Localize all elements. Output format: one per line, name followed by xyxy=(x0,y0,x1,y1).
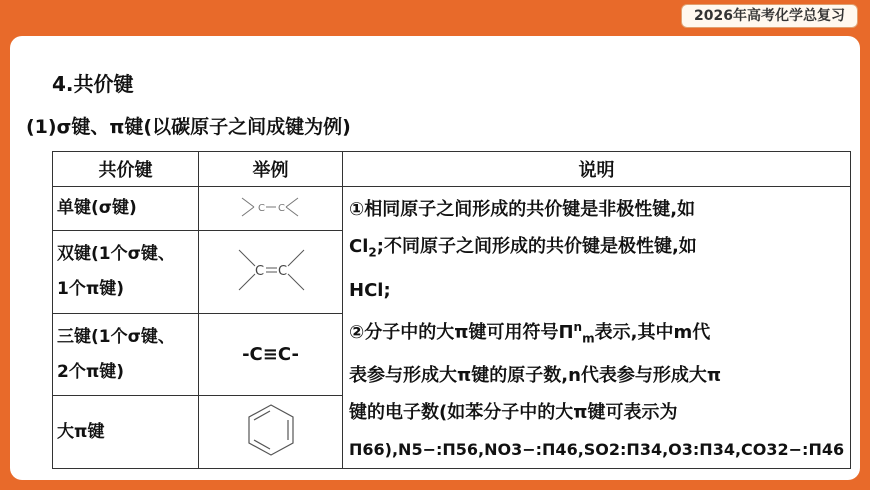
desc-line-6: 键的电子数(如苯分子中的大π键可表示为 xyxy=(349,402,678,424)
bond-name-cell xyxy=(53,187,199,231)
bond-name-line1: 大π键 xyxy=(57,421,105,442)
example-cell xyxy=(199,313,343,396)
table-header-row xyxy=(53,152,851,187)
bond-name-line2: 2个π键) xyxy=(57,361,125,382)
section-heading: 4.共价键 xyxy=(52,72,134,96)
svg-text:C: C xyxy=(277,263,287,279)
desc-line-3: HCl; xyxy=(349,279,391,301)
double-bond-diagram xyxy=(231,240,311,300)
table-row xyxy=(53,187,851,231)
course-tag: 2026年高考化学总复习 xyxy=(681,4,858,28)
bond-name-line1: 单键(σ键) xyxy=(57,198,137,219)
header-bond: 共价键 xyxy=(53,152,199,187)
header-description: 说明 xyxy=(343,152,851,187)
section-subheading: (1)σ键、π键(以碳原子之间成键为例) xyxy=(26,116,351,138)
desc-line-2: $Cl_2$;不同原子之间形成的共价键是极性键,如 xyxy=(349,236,697,260)
bond-table xyxy=(52,151,851,469)
single-bond-diagram xyxy=(236,192,306,222)
bond-name-cell xyxy=(53,396,199,469)
example-cell xyxy=(199,187,343,231)
example-cell xyxy=(199,396,343,469)
bond-name-line2: 1个π键) xyxy=(57,278,125,299)
desc-line-1: ①相同原子之间形成的共价键是非极性键,如 xyxy=(349,199,696,220)
bond-name-line1: 三键(1个σ键、 xyxy=(57,326,175,347)
example-cell xyxy=(199,231,343,314)
bond-name-cell xyxy=(53,313,199,396)
content-card xyxy=(10,36,860,480)
bond-name-cell xyxy=(53,231,199,314)
header-example: 举例 xyxy=(199,152,343,187)
bond-name-line1: 双键(1个σ键、 xyxy=(57,243,175,264)
triple-bond-formula: -C≡C- xyxy=(242,344,299,366)
svg-text:C: C xyxy=(257,202,265,214)
svg-text:C: C xyxy=(254,263,264,279)
benzene-diagram xyxy=(241,401,301,459)
desc-line-4: ②分子中的大π键可用符号$\Pi^n_m$表示,其中m代 xyxy=(349,319,711,346)
description-cell xyxy=(343,187,851,469)
desc-line-7: Π66),N5−:Π56,NO3−:Π46,SO2:Π34,O3:Π34,CO32−:Π46 xyxy=(349,440,845,460)
svg-text:C: C xyxy=(277,202,285,214)
desc-line-5: 表参与形成大π键的原子数,n代表参与形成大π xyxy=(349,365,722,387)
